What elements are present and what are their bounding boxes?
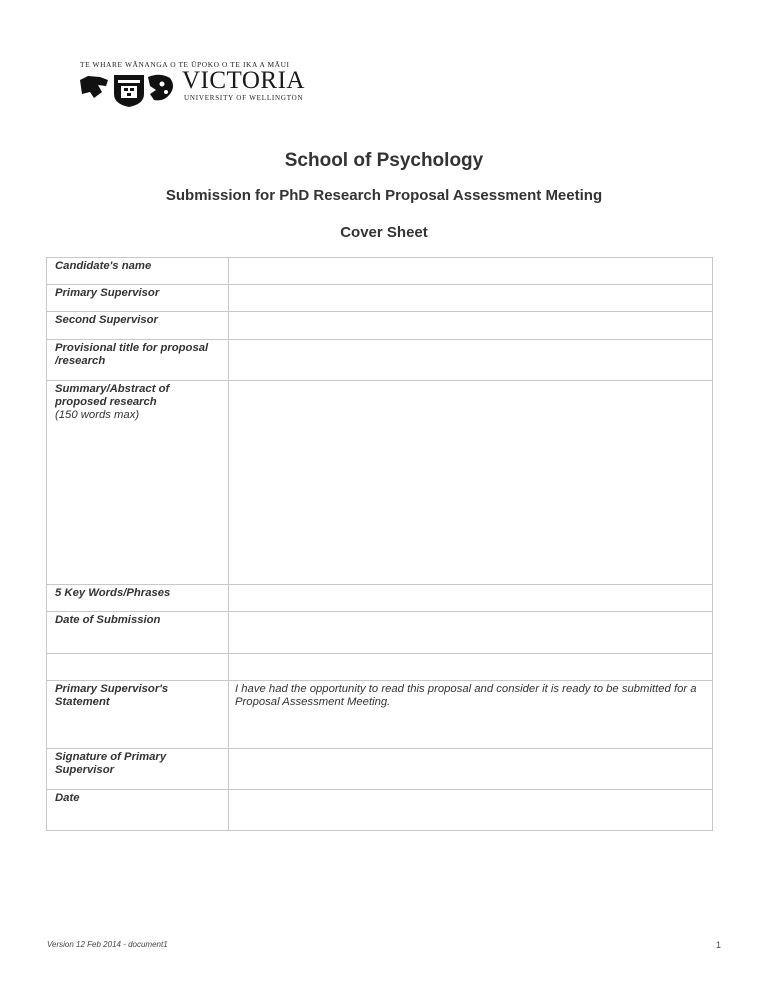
label-provisional-title: Provisional title for proposal /research bbox=[47, 340, 229, 381]
university-logo bbox=[78, 58, 318, 108]
field-spacer bbox=[229, 654, 713, 681]
row-summary-abstract bbox=[47, 381, 713, 585]
row-primary-supervisor bbox=[47, 285, 713, 312]
footer-version: Version 12 Feb 2014 - document1 bbox=[47, 940, 168, 949]
label-second-supervisor: Second Supervisor bbox=[47, 312, 229, 340]
row-second-supervisor bbox=[47, 312, 713, 340]
field-provisional-title[interactable] bbox=[229, 340, 713, 381]
label-primary-supervisor: Primary Supervisor bbox=[47, 285, 229, 312]
field-second-supervisor[interactable] bbox=[229, 312, 713, 340]
label-summary-abstract bbox=[47, 381, 229, 585]
field-supervisor-signature[interactable] bbox=[229, 749, 713, 790]
field-date-of-submission[interactable] bbox=[229, 612, 713, 654]
page-number: 1 bbox=[716, 940, 722, 950]
summary-label-text: Summary/Abstract of proposed research bbox=[55, 383, 170, 408]
submission-title: Submission for PhD Research Proposal Assessment Meeting bbox=[165, 187, 603, 204]
supervisor-statement-text: I have had the opportunity to read this proposal and consider it is ready to be submitted for a Proposal Assessment Meeting. bbox=[229, 681, 713, 749]
label-date: Date bbox=[47, 790, 229, 831]
institution-subtitle: UNIVERSITY OF WELLINGTON bbox=[184, 94, 304, 102]
row-supervisor-statement bbox=[47, 681, 713, 749]
label-supervisor-statement: Primary Supervisor's Statement bbox=[47, 681, 229, 749]
field-key-words[interactable] bbox=[229, 585, 713, 612]
summary-word-limit: (150 words max) bbox=[55, 409, 140, 421]
row-spacer bbox=[47, 654, 713, 681]
label-supervisor-signature: Signature of Primary Supervisor bbox=[47, 749, 229, 790]
cover-sheet-title: Cover Sheet bbox=[340, 224, 428, 241]
school-title: School of Psychology bbox=[284, 150, 484, 171]
crest-icon bbox=[78, 72, 178, 108]
field-candidate-name[interactable] bbox=[229, 258, 713, 285]
logo-motto: TE WHARE WĀNANGA O TE ŪPOKO O TE IKA A MĀUI bbox=[80, 60, 290, 69]
row-date bbox=[47, 790, 713, 831]
row-date-of-submission bbox=[47, 612, 713, 654]
row-candidate-name bbox=[47, 258, 713, 285]
field-summary-abstract[interactable] bbox=[229, 381, 713, 585]
field-primary-supervisor[interactable] bbox=[229, 285, 713, 312]
field-date[interactable] bbox=[229, 790, 713, 831]
row-provisional-title bbox=[47, 340, 713, 381]
row-supervisor-signature bbox=[47, 749, 713, 790]
row-key-words bbox=[47, 585, 713, 612]
label-key-words: 5 Key Words/Phrases bbox=[47, 585, 229, 612]
label-spacer bbox=[47, 654, 229, 681]
label-candidate-name: Candidate's name bbox=[47, 258, 229, 285]
label-date-of-submission: Date of Submission bbox=[47, 612, 229, 654]
institution-name: VICTORIA bbox=[182, 67, 305, 94]
cover-sheet-form bbox=[46, 257, 713, 831]
